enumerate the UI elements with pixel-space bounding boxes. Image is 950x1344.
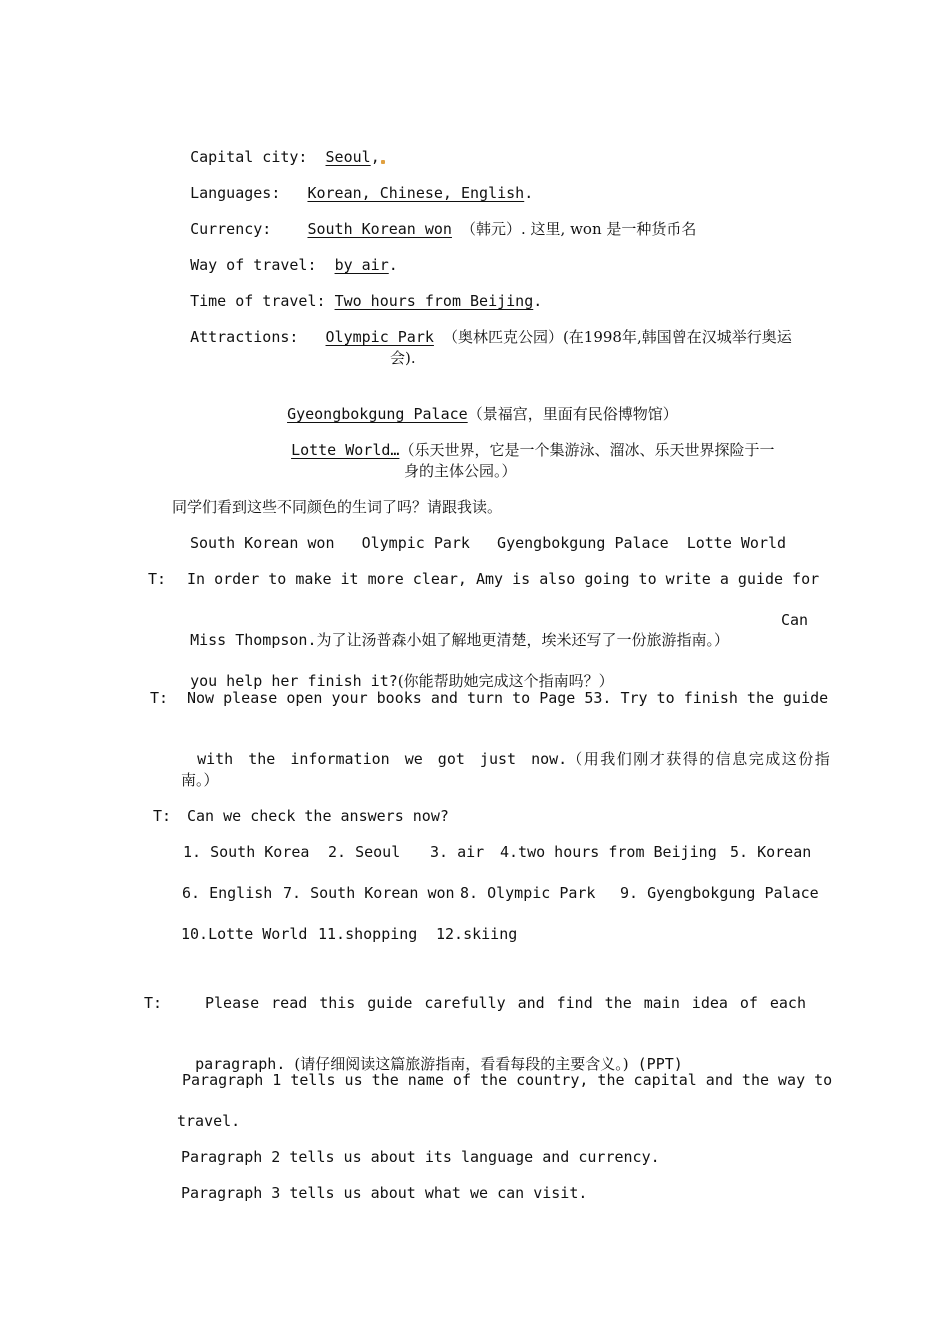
- t3-line1: Can we check the answers now?: [187, 807, 449, 825]
- t4-line2c: (PPT): [637, 1055, 683, 1073]
- t1-line2c: Can: [781, 611, 809, 629]
- attraction-lotte-note: （乐天世界，它是一个集游泳、溜冰、乐天世界探险于一: [399, 441, 775, 459]
- time-line: [172, 271, 542, 311]
- t4-line1: Please read this guide carefully and find the main idea of each: [205, 994, 806, 1012]
- speaker-t2: T:: [150, 689, 169, 707]
- answer-5: 5. Korean: [730, 843, 812, 861]
- t1-line2: [172, 610, 729, 650]
- t2-line3: 南。）: [181, 771, 219, 789]
- paragraph-1-line1: Paragraph 1 tells us the name of the country, the capital and the way to: [182, 1071, 833, 1089]
- answer-11: 11.shopping: [318, 925, 418, 943]
- t1-line3: [172, 651, 614, 691]
- answer-2: 2. Seoul: [328, 843, 401, 861]
- capital-label: Capital city:: [190, 148, 308, 166]
- paragraph-1-line2: travel.: [177, 1112, 241, 1130]
- time-trail: .: [533, 292, 543, 310]
- way-line: [172, 235, 398, 275]
- answer-12: 12.skiing: [436, 925, 518, 943]
- attraction-olympic-note: （奥林匹克公园）(在1998年,韩国曾在汉城举行奥运: [442, 328, 792, 346]
- capital-line: [172, 127, 385, 167]
- answer-4: 4.two hours from Beijing: [500, 843, 717, 861]
- answer-9: 9. Gyengbokgung Palace: [620, 884, 819, 902]
- attraction-lotte-line: [273, 420, 774, 460]
- t2-line2: [179, 729, 831, 769]
- languages-value: Korean, Chinese, English: [307, 184, 525, 202]
- t2-line2a: with the information we got just now.: [197, 750, 568, 768]
- way-value: by air: [334, 256, 389, 274]
- attraction-lotte-note-cont: 身的主体公园。）: [404, 462, 517, 480]
- way-label: Way of travel:: [190, 256, 317, 274]
- currency-note: （韩元）. 这里, won 是一种货币名: [461, 220, 697, 238]
- t1-line2a: Miss Thompson.: [190, 631, 317, 649]
- t1-line2b: 为了让汤普森小姐了解地更清楚，埃米还写了一份旅游指南。）: [316, 631, 730, 649]
- attractions-line: [172, 307, 792, 347]
- answer-3: 3. air: [430, 843, 485, 861]
- vocab-intro: 同学们看到这些不同颜色的生词了吗？请跟我读。: [172, 498, 503, 516]
- t1-line3a: you help her finish it?: [190, 672, 398, 690]
- t2-line2b: （用我们刚才获得的信息完成这份指: [567, 750, 832, 768]
- attraction-olympic-note-cont: 会).: [390, 349, 416, 367]
- attractions-label: Attractions:: [190, 328, 299, 346]
- attraction-lotte: Lotte World…: [291, 441, 400, 459]
- capital-value: Seoul: [325, 148, 371, 166]
- capital-trail: ,: [370, 148, 380, 166]
- paragraph-2: Paragraph 2 tells us about its language and currency.: [181, 1148, 660, 1166]
- speaker-t4: T:: [144, 994, 163, 1012]
- t4-line2: [177, 1034, 683, 1074]
- answer-7: 7. South Korean won: [283, 884, 455, 902]
- attraction-palace-note: （景福宫，里面有民俗博物馆）: [467, 405, 678, 423]
- languages-trail: .: [524, 184, 534, 202]
- currency-label: Currency:: [190, 220, 272, 238]
- answer-6: 6. English: [182, 884, 273, 902]
- languages-line: [172, 163, 533, 203]
- time-label: Time of travel:: [190, 292, 326, 310]
- vocab-words: South Korean won Olympic Park Gyengbokgung Palace Lotte World: [190, 534, 787, 552]
- t4-line2a: paragraph.: [195, 1055, 286, 1073]
- answer-8: 8. Olympic Park: [460, 884, 596, 902]
- t4-line2b: (请仔细阅读这篇旅游指南，看看每段的主要含义。): [294, 1055, 629, 1073]
- currency-line: [172, 199, 696, 239]
- attraction-palace-line: [269, 384, 678, 424]
- t1-line1: In order to make it more clear, Amy is also going to write a guide for: [187, 570, 820, 588]
- speaker-t3: T:: [153, 807, 172, 825]
- languages-label: Languages:: [190, 184, 281, 202]
- t2-line1: Now please open your books and turn to Page 53. Try to finish the guide: [187, 689, 829, 707]
- way-trail: .: [388, 256, 398, 274]
- currency-value: South Korean won: [307, 220, 452, 238]
- answer-1: 1. South Korea: [183, 843, 310, 861]
- t1-line3b: (你能帮助她完成这个指南吗？）: [397, 672, 614, 690]
- paragraph-3: Paragraph 3 tells us about what we can visit.: [181, 1184, 588, 1202]
- attraction-palace: Gyeongbokgung Palace: [287, 405, 468, 423]
- speaker-t1: T:: [148, 570, 167, 588]
- answer-10: 10.Lotte World: [181, 925, 308, 943]
- attraction-olympic-park: Olympic Park: [325, 328, 434, 346]
- time-value: Two hours from Beijing: [334, 292, 534, 310]
